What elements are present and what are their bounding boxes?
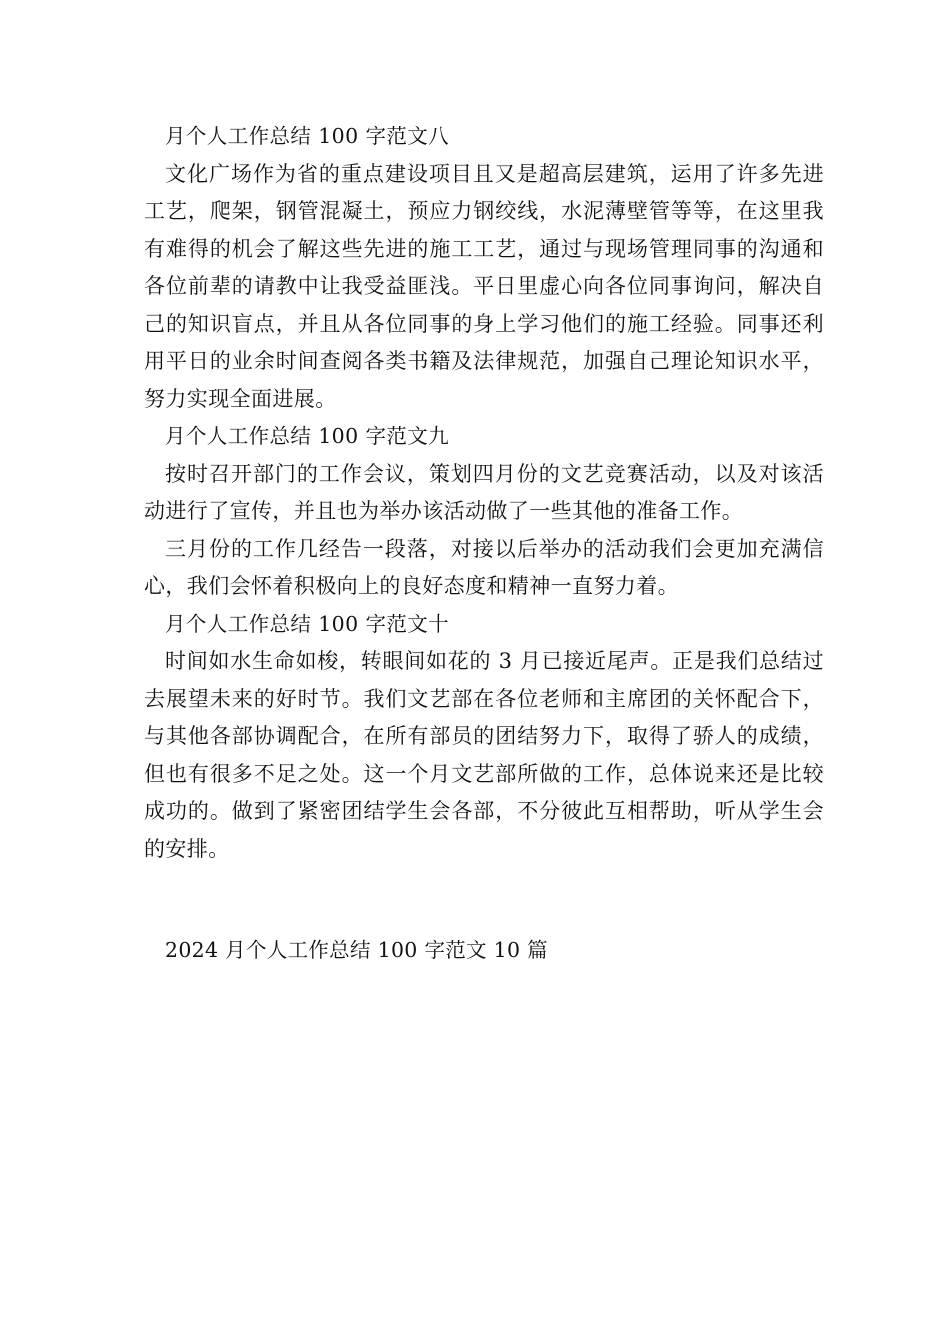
section-heading-10: 月个人工作总结 100 字范文十 <box>165 611 450 636</box>
section-10-paragraph-1: 时间如水生命如梭，转眼间如花的 3 月已接近尾声。正是我们总结过去展望未来的好时节。我们文艺部在各位老师和主席团的关怀配合下，与其他各部协调配合，在所有部员的团结努力下，取得了骄人的成绩，但也有很多不足之处。这一个月文艺部所做的工作，总体说来还是比较成功的。做到了紧密团结学生会各部，不分彼此互相帮助，听从学生会的安排。 <box>144 649 824 861</box>
document-footer-title: 2024 月个人工作总结 100 字范文 10 篇 <box>165 938 548 962</box>
section-heading-8: 月个人工作总结 100 字范文八 <box>165 124 450 148</box>
section-9-paragraph-2: 三月份的工作几经告一段落，对接以后举办的活动我们会更加充满信心，我们会怀着积极向上的良好态度和精神一直努力着。 <box>144 536 824 598</box>
section-heading-9: 月个人工作总结 100 字范文九 <box>165 424 450 448</box>
section-8-paragraph-1: 文化广场作为省的重点建设项目且又是超高层建筑，运用了许多先进工艺，爬架，钢管混凝土，预应力钢绞线，水泥薄壁管等等，在这里我有难得的机会了解这些先进的施工工艺，通过与现场管理同事的沟通和各位前辈的请教中让我受益匪浅。平日里虚心向各位同事询问，解决自己的知识盲点，并且从各位同事的身上学习他们的施工经验。同事还利用平日的业余时间查阅各类书籍及法律规范，加强自己理论知识水平，努力实现全面进展。 <box>144 161 824 411</box>
document-body <box>144 118 824 868</box>
section-9-paragraph-1: 按时召开部门的工作会议，策划四月份的文艺竞赛活动，以及对该活动进行了宣传，并且也为举办该活动做了一些其他的准备工作。 <box>144 461 824 523</box>
